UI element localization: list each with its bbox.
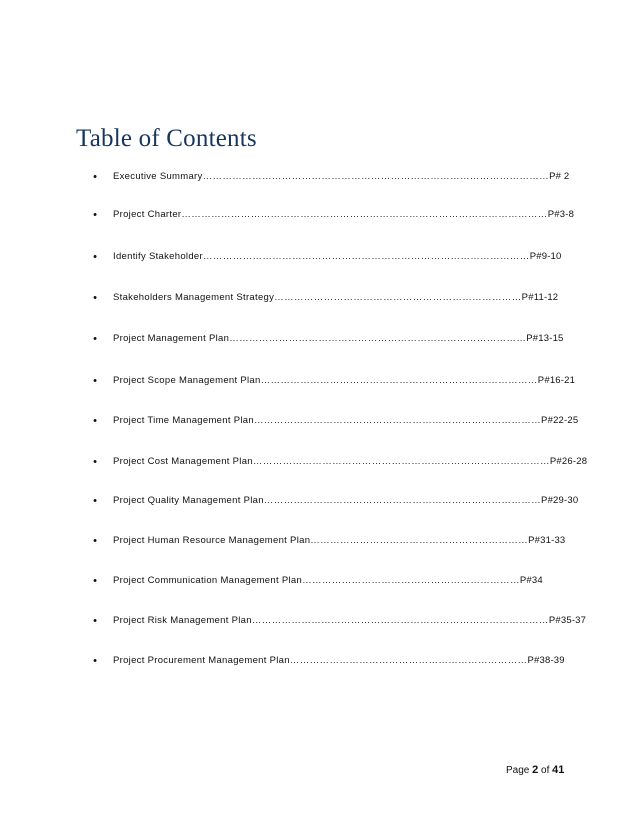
toc-entry-text: [113, 653, 565, 669]
bullet-icon: •: [93, 251, 97, 263]
toc-entry-label: Project Risk Management Plan: [113, 615, 252, 626]
toc-entry-project-time-management-plan: [90, 413, 579, 429]
toc-entry-project-human-resource-management-plan: [90, 533, 566, 549]
toc-entry-label: Project Charter: [113, 209, 182, 220]
toc-leader-dots: …………………………………………………………………………: [263, 495, 542, 506]
footer-page-word: Page: [506, 765, 530, 776]
toc-entry-label: Project Quality Management Plan: [113, 495, 264, 506]
toc-leader-dots: ………………………………………………………………………………………: [202, 251, 530, 262]
toc-entry-label: Project Management Plan: [113, 333, 230, 344]
toc-entry-text: [113, 169, 570, 185]
bullet-icon: •: [93, 535, 97, 547]
toc-leader-dots: ………………………………………………………………………………: [252, 456, 550, 467]
toc-entry-text: [113, 373, 576, 389]
toc-page-ref: P#13-15: [526, 333, 564, 344]
toc-leader-dots: …………………………………………………………………………………………………: [181, 209, 548, 220]
toc-entry-label: Identify Stakeholder: [113, 251, 203, 262]
toc-page-ref: P#38-39: [527, 655, 565, 666]
toc-entry-text: [113, 290, 559, 306]
bullet-icon: •: [93, 171, 97, 183]
toc-page-ref: P#9-10: [529, 251, 562, 262]
bullet-icon: •: [93, 495, 97, 507]
toc-page-ref: P#29-30: [541, 495, 579, 506]
bullet-icon: •: [93, 375, 97, 387]
toc-leader-dots: ……………………………………………………………………………: [253, 415, 542, 426]
toc-leader-dots: …………………………………………………………: [310, 535, 529, 546]
toc-entry-text: [113, 573, 543, 589]
bullet-icon: •: [93, 575, 97, 587]
footer-total-pages: 41: [552, 764, 565, 776]
bullet-icon: •: [93, 655, 97, 667]
toc-leader-dots: ………………………………………………………………: [289, 655, 528, 666]
toc-entry-text: [113, 249, 562, 265]
toc-page-ref: P# 2: [549, 171, 570, 182]
bullet-icon: •: [93, 333, 97, 345]
toc-page-ref: P#31-33: [528, 535, 566, 546]
toc-entry-text: [113, 454, 588, 470]
toc-page-ref: P#26-28: [549, 456, 588, 467]
toc-page-ref: P#35-37: [548, 615, 587, 626]
toc-leader-dots: ……………………………………………………………………………………………: [202, 171, 550, 182]
toc-entry-label: Executive Summary: [113, 171, 203, 182]
toc-entry-text: [113, 493, 579, 509]
toc-entry-project-risk-management-plan: [90, 613, 587, 629]
toc-entry-project-management-plan: [90, 331, 564, 347]
toc-entry-label: Project Scope Management Plan: [113, 375, 261, 386]
toc-entry-executive-summary: [90, 169, 570, 185]
toc-entry-label: Project Communication Management Plan: [113, 575, 303, 586]
toc-leader-dots: ………………………………………………………………………………: [229, 333, 527, 344]
toc-page-ref: P#16-21: [537, 375, 576, 386]
toc-page-ref: P#22-25: [541, 415, 579, 426]
bullet-icon: •: [93, 615, 97, 627]
toc-entry-project-quality-management-plan: [90, 493, 579, 509]
bullet-icon: •: [93, 456, 97, 468]
toc-entry-project-procurement-management-plan: [90, 653, 565, 669]
bullet-icon: •: [93, 292, 97, 304]
footer-of-word: of: [541, 765, 550, 776]
toc-entry-label: Project Time Management Plan: [113, 415, 254, 426]
toc-leader-dots: …………………………………………………………………: [274, 292, 522, 303]
toc-entry-project-communication-management-plan: [90, 573, 543, 589]
toc-entry-project-cost-management-plan: [90, 454, 588, 470]
page-footer: [506, 763, 564, 778]
toc-entry-text: [113, 533, 566, 549]
bullet-icon: •: [93, 415, 97, 427]
toc-entry-text: [113, 331, 564, 347]
toc-page-ref: P#11-12: [521, 292, 559, 303]
toc-leader-dots: ………………………………………………………………………………: [251, 615, 549, 626]
toc-title: Table of Contents: [76, 125, 257, 152]
toc-entry-label: Project Procurement Management Plan: [113, 655, 290, 666]
toc-entry-stakeholders-management-strategy: [90, 290, 559, 306]
toc-page-ref: P#3-8: [547, 209, 575, 220]
bullet-icon: •: [93, 209, 97, 221]
toc-entry-text: [113, 613, 587, 629]
toc-entry-label: Stakeholders Management Strategy: [113, 292, 275, 303]
toc-leader-dots: …………………………………………………………………………: [260, 375, 538, 386]
toc-entry-identify-stakeholder: [90, 249, 562, 265]
footer-current-page: 2: [532, 764, 539, 776]
toc-leader-dots: …………………………………………………………: [302, 575, 520, 586]
toc-entry-project-scope-management-plan: [90, 373, 576, 389]
toc-entry-project-charter: [90, 207, 575, 223]
toc-page-ref: P#34: [519, 575, 543, 586]
toc-entry-label: Project Cost Management Plan: [113, 456, 253, 467]
toc-entry-text: [113, 207, 575, 223]
toc-entry-label: Project Human Resource Management Plan: [113, 535, 311, 546]
toc-entry-text: [113, 413, 579, 429]
